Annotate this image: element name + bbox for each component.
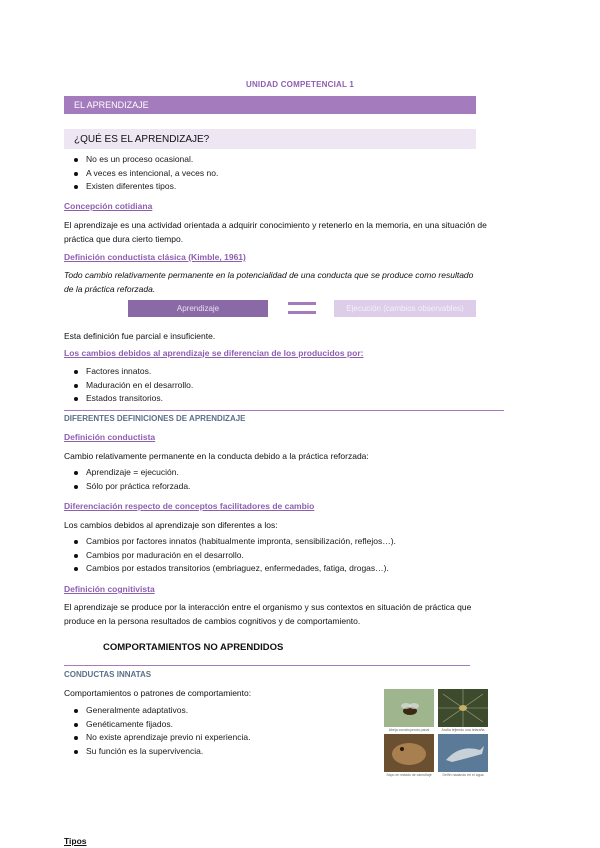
- list-item: Factores innatos.: [72, 365, 193, 379]
- toad-photo-icon: [384, 734, 434, 772]
- list-item: No es un proceso ocasional.: [72, 153, 218, 167]
- conductas-innatas-title: CONDUCTAS INNATAS: [64, 670, 152, 679]
- concepcion-text: El aprendizaje es una actividad orientada a adquirir conocimiento y retenerlo en la memoria, en una situación de práctica que dura cierto tiempo.: [64, 220, 487, 244]
- image-caption: Sapo en estado de camuflaje: [386, 773, 432, 777]
- concepcion-heading: Concepción cotidiana: [64, 201, 153, 211]
- list-item: Sólo por práctica reforzada.: [72, 480, 190, 494]
- dolphin-photo-icon: [438, 734, 488, 772]
- divider: [64, 665, 470, 666]
- list-item: Su función es la supervivencia.: [72, 745, 250, 759]
- list-item: Aprendizaje = ejecución.: [72, 466, 190, 480]
- list-item: Generalmente adaptativos.: [72, 704, 250, 718]
- def-conductista-heading: Definición conductista: [64, 432, 156, 442]
- diferentes-definiciones-title: DIFERENTES DEFINICIONES DE APRENDIZAJE: [64, 414, 246, 423]
- image-caption: Araña tejiendo una telaraña: [441, 728, 485, 732]
- patrones-text: Comportamientos o patrones de comportamiento:: [64, 688, 252, 698]
- spider-photo-icon: [438, 689, 488, 727]
- intro-list: [72, 153, 218, 194]
- conductista-clasica-heading: Definición conductista clásica (Kimble, 1961): [64, 252, 246, 262]
- aprendizaje-box: Aprendizaje: [128, 300, 268, 317]
- image-caption: Delfín nadando en el agua: [442, 773, 484, 777]
- list-item: Existen diferentes tipos.: [72, 180, 218, 194]
- cognitivista-text: El aprendizaje se produce por la interacción entre el organismo y sus contextos en situación de práctica que produce en la persona resultados de cambios cognitivos y de comportamiento.: [64, 602, 472, 626]
- def-conductista-list: [72, 466, 190, 493]
- equals-sign-bottom: [288, 311, 316, 314]
- bee-photo-icon: [384, 689, 434, 727]
- list-item: Cambios por maduración en el desarrollo.: [72, 549, 396, 563]
- list-item: A veces es intencional, a veces no.: [72, 167, 218, 181]
- no-aprendidos-title: COMPORTAMIENTOS NO APRENDIDOS: [103, 642, 284, 653]
- section-band-title: EL APRENDIZAJE: [74, 100, 149, 110]
- list-item: Estados transitorios.: [72, 392, 193, 406]
- conductista-clasica-text: Todo cambio relativamente permanente en la potencialidad de una conducta que se produce como resultado de la práctica reforzada.: [64, 270, 474, 294]
- image-caption: Abeja construyendo panal: [388, 728, 430, 732]
- patrones-list: [72, 704, 250, 758]
- tipos-heading: Tipos: [64, 836, 87, 846]
- unit-title: UNIDAD COMPETENCIAL 1: [245, 80, 355, 89]
- question-title: ¿QUÉ ES EL APRENDIZAJE?: [74, 134, 210, 145]
- def-conductista-text: Cambio relativamente permanente en la conducta debido a la práctica reforzada:: [64, 451, 369, 461]
- ejecucion-box: Ejecución (cambios observables): [334, 300, 476, 317]
- list-item: Cambios por estados transitorios (embriaguez, enfermedades, fatiga, drogas…).: [72, 562, 396, 576]
- insuficiente-text: Esta definición fue parcial e insuficiente.: [64, 331, 216, 341]
- list-item: Cambios por factores innatos (habitualmente impronta, sensibilización, reflejos…).: [72, 535, 396, 549]
- list-item: Genéticamente fijados.: [72, 718, 250, 732]
- diferenciacion-list: [72, 535, 396, 576]
- cambios-list: [72, 365, 193, 406]
- cambios-heading: Los cambios debidos al aprendizaje se diferencian de los producidos por:: [64, 348, 364, 358]
- list-item: No existe aprendizaje previo ni experiencia.: [72, 731, 250, 745]
- cognitivista-heading: Definición cognitivista: [64, 584, 155, 594]
- diferenciacion-text: Los cambios debidos al aprendizaje son diferentes a los:: [64, 520, 278, 530]
- divider: [64, 410, 504, 411]
- list-item: Maduración en el desarrollo.: [72, 379, 193, 393]
- diferenciacion-heading: Diferenciación respecto de conceptos facilitadores de cambio: [64, 501, 315, 511]
- equals-sign-top: [288, 302, 316, 305]
